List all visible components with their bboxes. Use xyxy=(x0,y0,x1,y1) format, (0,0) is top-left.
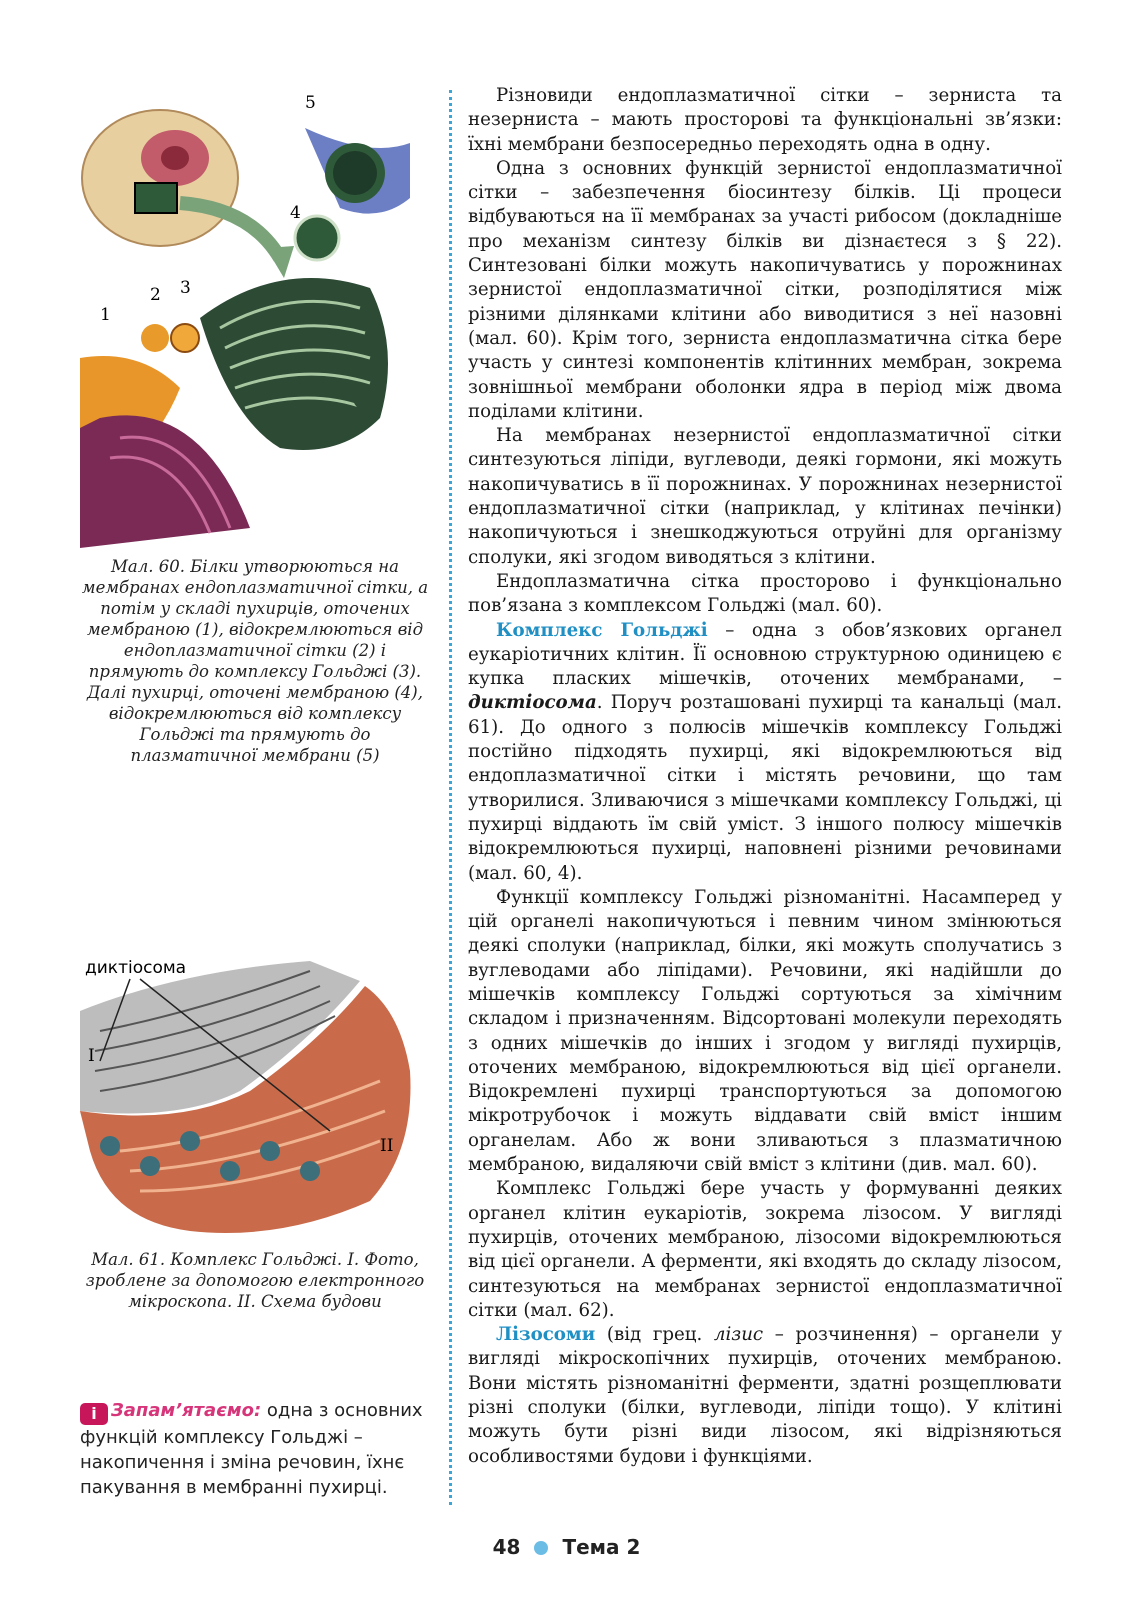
page-footer xyxy=(0,1535,1133,1559)
figure-60-caption: Мал. 60. Білки утворюються на мембранах ендоплазматичної сітки, а потім у складі пухирців, оточених мембраною (1), відокремлюються від ендоплазматичної сітки (2) і прямують до комплексу Гольджі (3). Далі пухирці, оточені мембраною (4), відокремлюються від комплексу Гольджі та прямують до плазматичної мембрани (5) xyxy=(81,557,429,765)
remember-label: Запам’ятаємо: xyxy=(111,1400,262,1421)
figure-60-label-5: 5 xyxy=(305,93,316,113)
page-number: 48 xyxy=(492,1535,521,1559)
paragraph-5 xyxy=(468,619,1062,886)
term-dictyosome: диктіосома xyxy=(468,692,597,714)
term-lysosomes: Лізосоми xyxy=(496,1324,596,1346)
column-divider xyxy=(449,90,452,1505)
paragraph-8 xyxy=(468,1323,1062,1469)
paragraph-6: Функції комплексу Гольджі різноманітні. Насамперед у цій органелі накопичуються і певним чином змінюються деякі сполуки (наприклад, білки, які можуть сполучатись з вуглеводами або ліпідами). Речовини, які надійшли до мішечків комплексу Гольджі сортуються за хімічним складом і призначенням. Відсортовані молекули переходять з одних мішечків до інших і згодом у вигляді пухирців, оточених мембраною, відокремлюються від цієї органели. Відокремлені пухирці транспортуються за допомогою мікротрубочок і можуть віддавати свій вміст іншим органелам. Або ж вони зливаються з плазматичною мембраною, видаляючи свій вміст з клітини (див. мал. 60). xyxy=(468,886,1062,1176)
topic-label: Тема 2 xyxy=(562,1535,641,1559)
paragraph-8-part-a: (від грец. xyxy=(595,1324,714,1346)
golgi-transport-diagram xyxy=(80,88,430,548)
paragraph-5-part-b: . Поруч розташовані пухирці та канальці (мал. 61). До одного з полюсів мішечків комплексу Гольджі постійно підходять пухирці, які відокремлюються від ендоплазматичної сітки і містять речовини, що там утворилися. Зливаючися з мішечками комплексу Гольджі, ці пухирці віддають їм свій уміст. З іншого полюсу мішечків відокремлюються пухирці, наповнені різними речовинами (мал. 60, 4). xyxy=(468,692,1062,884)
remember-icon: i xyxy=(80,1403,108,1425)
paragraph-2: Одна з основних функцій зернистої ендоплазматичної сітки – забезпечення біосинтезу білків. Ці процеси відбуваються на її мембранах за участі рибосом (докладніше про механізм синтезу білків ви дізнаєтеся з § 22). Синтезовані білки можуть накопичуватись у порожнинах зернистої ендоплазматичної сітки, розподілятися між різними ділянками клітини або виводитися з неї назовні (мал. 60). Крім того, зерниста ендоплазматична сітка бере участь у синтезі компонентів клітинних мембран, зокрема зовнішньої мембрани оболонки ядра в період між двома поділами клітини. xyxy=(468,157,1062,422)
term-golgi: Комплекс Гольджі xyxy=(496,619,708,641)
paragraph-4: Ендоплазматична сітка просторово і функціонально пов’язана з комплексом Гольджі (мал. 60). xyxy=(468,570,1062,617)
paragraph-7: Комплекс Гольджі бере участь у формуванні деяких органел клітин еукаріотів, зокрема лізосом. У вигляді пухирців, оточених мембраною, лізосоми відокремлюються від цієї органели. А ферменти, які входять до складу лізосом, синтезуються на мембранах зернистої ендоплазматичної сітки (мал. 62). xyxy=(468,1178,1062,1321)
left-column xyxy=(80,88,430,1312)
figure-61-label-dictyosome: диктіосома xyxy=(85,958,187,978)
figure-61-label-I: I xyxy=(88,1046,95,1066)
footer-dot-icon xyxy=(534,1541,548,1555)
paragraph-5-part-a: – одна з обов’язкових органел еукаріотичних клітин. Її основною структурною одиницею є купка пласких мішечків, оточених мембранами, – xyxy=(468,619,1062,690)
remember-text: одна з основних функцій комплексу Гольджі – накопичення і зміна речовин, їхнє пакування в мембранні пухирці. xyxy=(80,1400,423,1498)
golgi-complex-diagram xyxy=(80,951,430,1241)
paragraph-8-part-b: – розчинення) – органели у вигляді мікроскопічних пухирців, оточених мембраною. Вони містять різноманітні ферменти, здатні розщеплювати різні сполуки (білки, вуглеводи, ліпіди тощо). У клітині можуть бути різні види лізосом, які відрізняються особливостями будови і функціями. xyxy=(468,1324,1062,1467)
figure-60-label-2: 2 xyxy=(150,285,161,305)
figure-61-label-II: II xyxy=(380,1136,394,1156)
paragraph-1: Різновиди ендоплазматичної сітки – зерниста та незерниста – мають просторові та функціональні зв’язки: їхні мембрани безпосередньо переходять одна в одну. xyxy=(468,85,1062,155)
term-lysis: лізис xyxy=(713,1324,764,1346)
figure-60-label-1: 1 xyxy=(100,305,111,325)
figure-61-illustration xyxy=(80,951,430,1241)
main-text xyxy=(468,84,1062,1469)
paragraph-3: На мембранах незернистої ендоплазматичної сітки синтезуються ліпіди, вуглеводи, деякі гормони, які можуть накопичуватись в її порожнинах. У порожнинах незернистої ендоплазматичної сітки (наприклад, у клітинах печінки) накопичуються і знешкоджуються отруйні для організму сполуки, які згодом виводяться з клітини. xyxy=(468,425,1062,568)
figure-60-label-3: 3 xyxy=(180,278,191,298)
remember-box xyxy=(80,1398,440,1500)
figure-60-illustration xyxy=(80,88,430,548)
figure-60-label-4: 4 xyxy=(290,203,301,223)
figure-61-caption: Мал. 61. Комплекс Гольджі. I. Фото, зроблене за допомогою електронного мікроскопа. II. Схема будови xyxy=(85,1250,425,1311)
